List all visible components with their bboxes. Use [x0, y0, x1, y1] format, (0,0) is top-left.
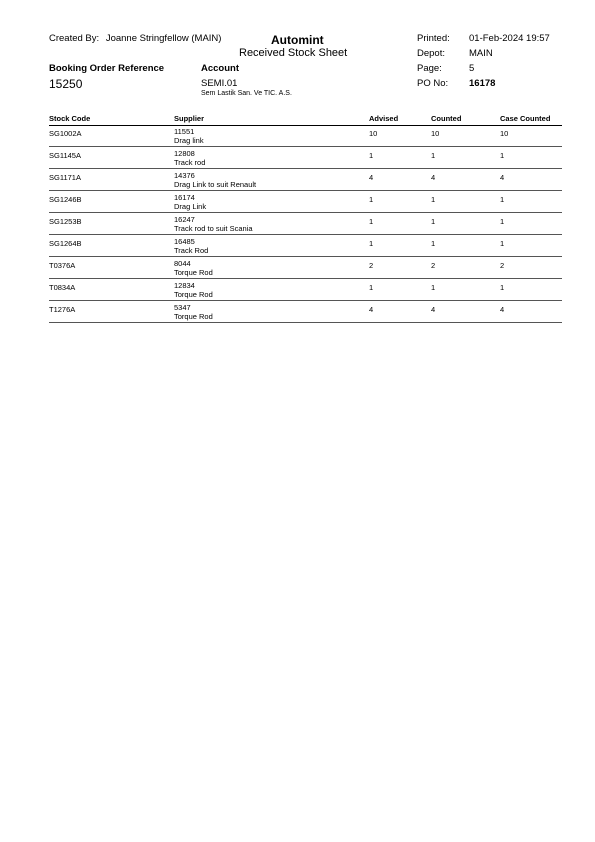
col-counted: Counted [431, 114, 462, 123]
stock-code: SG1253B [49, 217, 82, 226]
supplier-cell [174, 150, 205, 167]
created-by-label: Created By: [49, 33, 100, 44]
stock-code: T0376A [49, 261, 76, 270]
case-counted-value: 1 [500, 283, 505, 292]
stock-code: SG1171A [49, 173, 81, 182]
supplier-description: Drag link [174, 135, 204, 145]
supplier-code: 16485 [174, 237, 195, 246]
supplier-code: 16174 [174, 193, 195, 202]
supplier-description: Drag Link [174, 201, 207, 211]
advised-value: 4 [369, 305, 374, 314]
case-counted-value: 1 [500, 151, 505, 160]
printed-label: Printed: [417, 33, 450, 44]
supplier-code: 14376 [174, 171, 195, 180]
po-label: PO No: [417, 78, 449, 89]
counted-value: 4 [431, 305, 436, 314]
col-stock-code: Stock Code [49, 114, 91, 123]
table-row [49, 169, 562, 191]
advised-value: 1 [369, 217, 374, 226]
case-counted-value: 10 [500, 129, 509, 138]
booking-ref-label: Booking Order Reference [49, 63, 165, 74]
table-row [49, 257, 562, 279]
case-counted-value: 1 [500, 217, 505, 226]
case-counted-value: 1 [500, 239, 505, 248]
supplier-cell [174, 282, 213, 299]
account-code: SEMI.01 [201, 78, 238, 89]
depot-value: MAIN [469, 48, 493, 59]
counted-value: 4 [431, 173, 436, 182]
stock-code: SG1002A [49, 129, 82, 138]
supplier-cell [174, 128, 204, 145]
advised-value: 10 [369, 129, 378, 138]
stock-code: T0834A [49, 283, 76, 292]
case-counted-value: 4 [500, 305, 505, 314]
supplier-cell [174, 172, 256, 189]
supplier-cell [174, 304, 213, 321]
supplier-code: 5347 [174, 303, 191, 312]
supplier-description: Track rod to suit Scania [174, 223, 253, 233]
supplier-description: Torque Rod [174, 267, 213, 277]
supplier-code: 8044 [174, 259, 191, 268]
table-row [49, 125, 562, 147]
table-body [49, 125, 562, 323]
col-case-counted: Case Counted [500, 114, 551, 123]
counted-value: 1 [431, 283, 436, 292]
table-row [49, 235, 562, 257]
stock-code: SG1264B [49, 239, 82, 248]
counted-value: 1 [431, 195, 436, 204]
case-counted-value: 2 [500, 261, 505, 270]
table-row [49, 191, 562, 213]
account-name: Sem Lastik San. Ve TIC. A.S. [201, 90, 292, 97]
booking-ref-value: 15250 [49, 77, 83, 91]
case-counted-value: 4 [500, 173, 505, 182]
advised-value: 1 [369, 195, 374, 204]
printed-value: 01-Feb-2024 19:57 [469, 33, 550, 44]
table-row [49, 279, 562, 301]
page-value: 5 [469, 63, 475, 74]
supplier-code: 12834 [174, 281, 195, 290]
supplier-description: Drag Link to suit Renault [174, 179, 257, 189]
supplier-description: Track rod [174, 157, 206, 167]
advised-value: 1 [369, 239, 374, 248]
supplier-description: Track Rod [174, 245, 209, 255]
supplier-code: 16247 [174, 215, 195, 224]
supplier-cell [174, 216, 253, 233]
table-row [49, 301, 562, 323]
counted-value: 1 [431, 217, 436, 226]
stock-code: T1276A [49, 305, 76, 314]
table-row [49, 147, 562, 169]
created-by [49, 33, 221, 44]
page-label: Page: [417, 63, 442, 74]
counted-value: 1 [431, 239, 436, 248]
advised-value: 1 [369, 283, 374, 292]
counted-value: 2 [431, 261, 436, 270]
supplier-description: Torque Rod [174, 289, 213, 299]
supplier-code: 12808 [174, 149, 195, 158]
account-label: Account [201, 63, 239, 74]
table-row [49, 213, 562, 235]
stock-code: SG1246B [49, 195, 82, 204]
depot-label: Depot: [417, 48, 445, 59]
sheet-title: Received Stock Sheet [239, 47, 348, 59]
po-value: 16178 [469, 78, 496, 89]
advised-value: 4 [369, 173, 374, 182]
supplier-cell [174, 260, 213, 277]
created-by-value: Joanne Stringfellow (MAIN) [105, 33, 222, 44]
supplier-cell [174, 238, 208, 255]
supplier-cell [174, 194, 206, 211]
advised-value: 2 [369, 261, 374, 270]
col-supplier: Supplier [174, 114, 205, 123]
counted-value: 10 [431, 129, 440, 138]
col-advised: Advised [369, 114, 399, 123]
supplier-code: 11551 [174, 127, 195, 136]
case-counted-value: 1 [500, 195, 505, 204]
supplier-description: Torque Rod [174, 311, 213, 321]
company-name: Automint [271, 33, 324, 47]
stock-code: SG1145A [49, 151, 81, 160]
advised-value: 1 [369, 151, 374, 160]
counted-value: 1 [431, 151, 436, 160]
